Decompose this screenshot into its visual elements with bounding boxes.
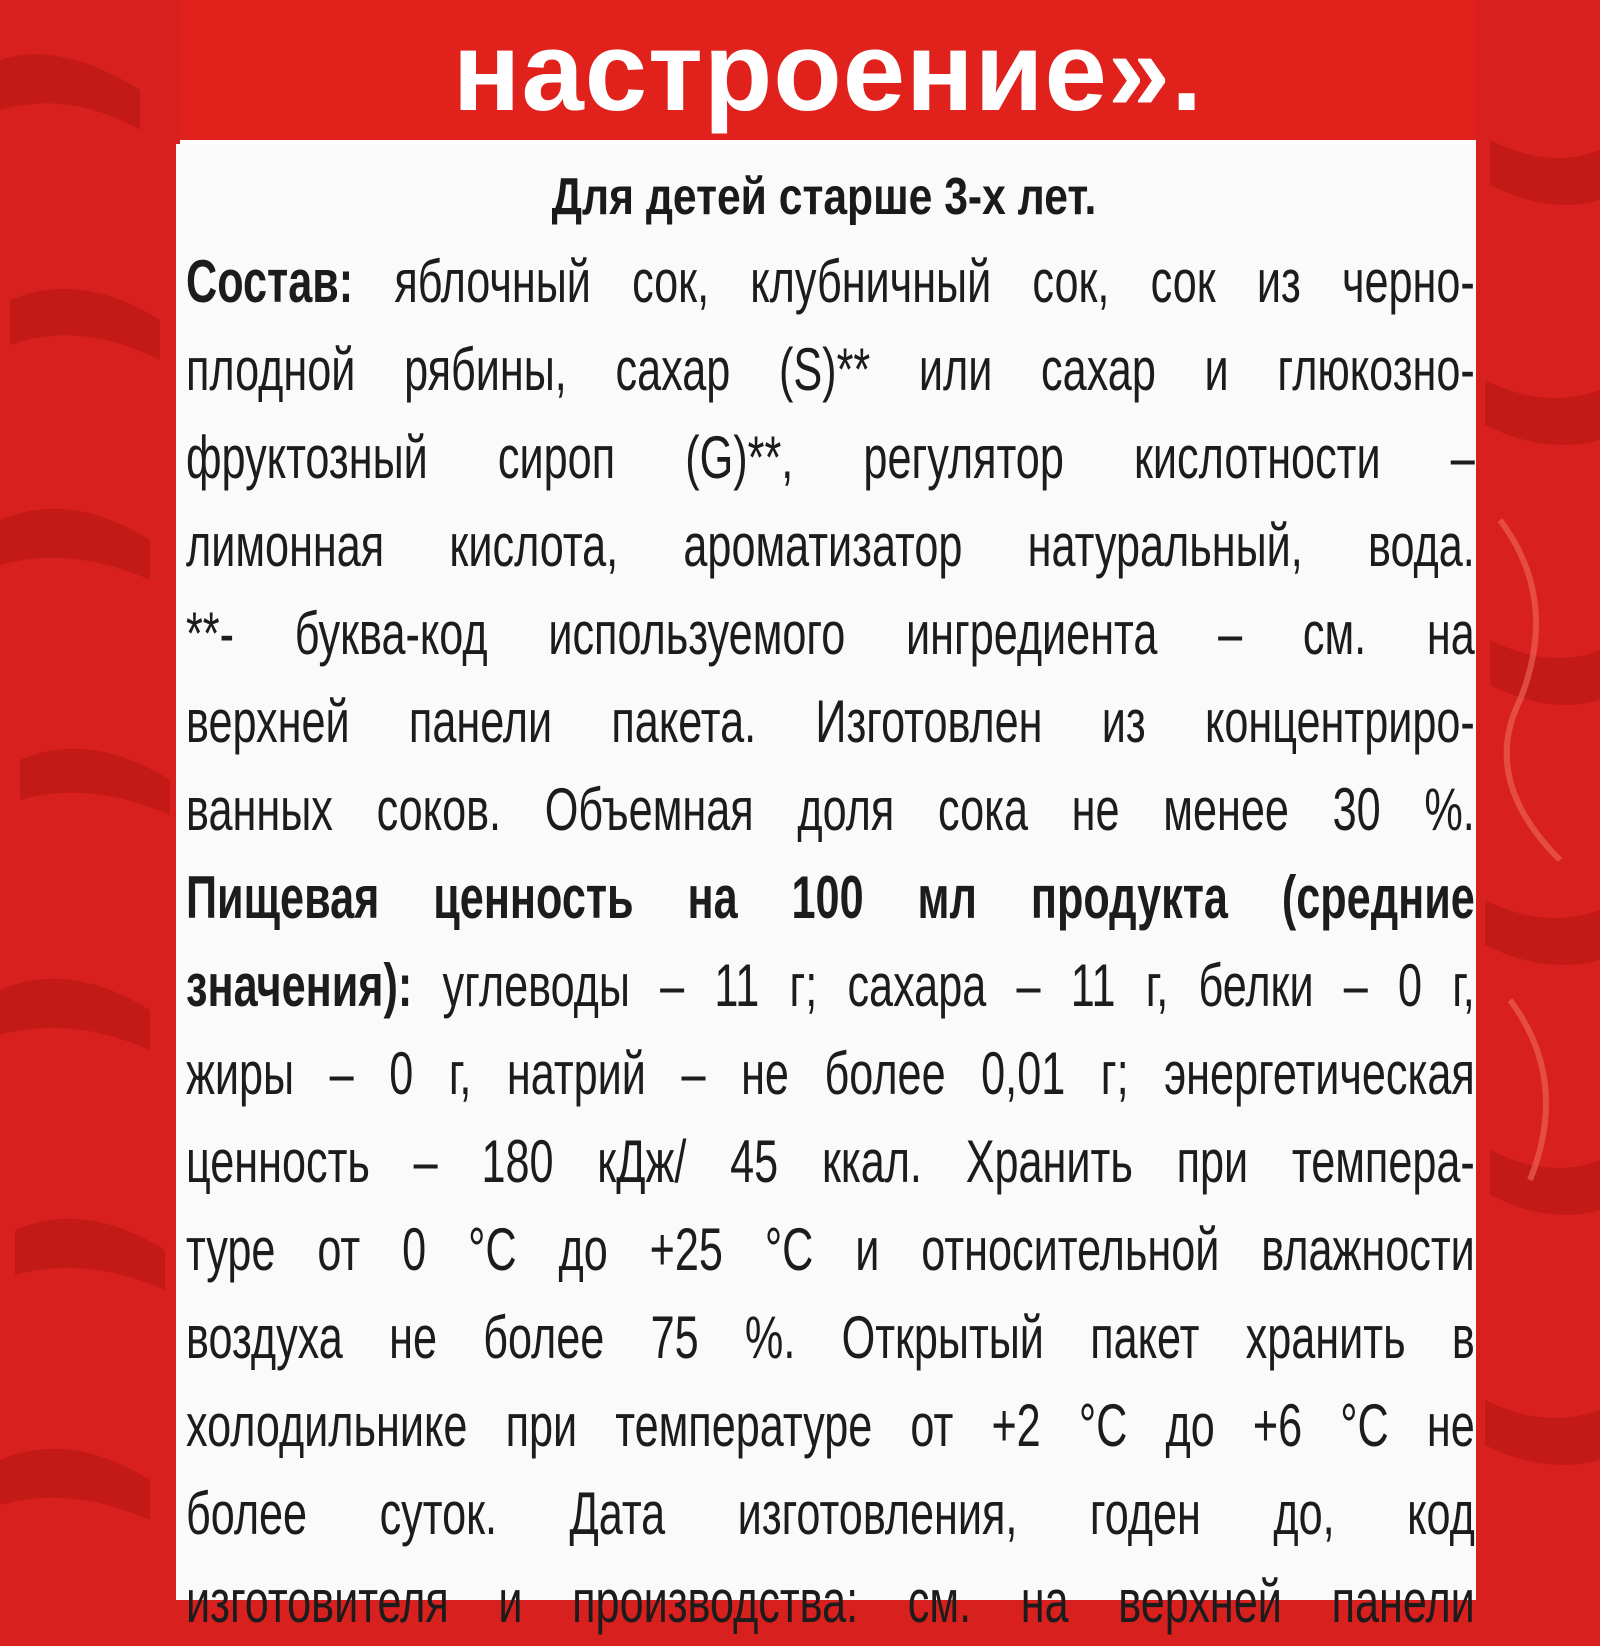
composition-line: [186, 238, 1475, 326]
composition-text: яблочный сок, клубничный сок, сок из черно-: [353, 248, 1475, 315]
nutrition-line: воздуха не более 75 %. Открытый пакет хранить в: [186, 1304, 1475, 1371]
nutrition-text: углеводы – 11 г; сахара – 11 г, белки – 0 г,: [412, 952, 1475, 1019]
composition-heading: Состав:: [186, 248, 354, 315]
nutrition-heading-cont: значения):: [186, 952, 413, 1019]
composition-line: **- буква-код используемого ингредиента – см. на: [186, 600, 1475, 667]
nutrition-line: изготовителя и производства: см. на верхней панели: [186, 1568, 1475, 1635]
composition-line: ванных соков. Объемная доля сока не менее 30 %.: [186, 776, 1475, 843]
banner-text: настроение».: [452, 9, 1204, 134]
composition-line: лимонная кислота, ароматизатор натуральный, вода.: [186, 512, 1475, 579]
composition-line: плодной рябины, сахар (S)** или сахар и глюкозно-: [186, 336, 1475, 403]
age-note: Для детей старше 3-х лет.: [551, 168, 1097, 226]
nutrition-line: холодильнике при температуре от +2 °С до +6 °С не: [186, 1392, 1475, 1459]
label-panel: [176, 144, 1476, 1635]
nutrition-line: туре от 0 °С до +25 °С и относительной влажности: [186, 1216, 1475, 1283]
nutrition-line: ценность – 180 кДж/ 45 ккал. Хранить при темпера-: [186, 1128, 1475, 1195]
composition-line: верхней панели пакета. Изготовлен из концентриро-: [186, 688, 1475, 755]
nutrition-heading: Пищевая ценность на 100 мл продукта (средние: [186, 864, 1475, 931]
nutrition-line: жиры – 0 г, натрий – не более 0,01 г; энергетическая: [186, 1040, 1475, 1107]
nutrition-line: более суток. Дата изготовления, годен до, код: [186, 1480, 1475, 1547]
nutrition-line: [186, 942, 1475, 1030]
composition-line: фруктозный сироп (G)**, регулятор кислотности –: [186, 424, 1475, 491]
banner: [180, 0, 1476, 144]
